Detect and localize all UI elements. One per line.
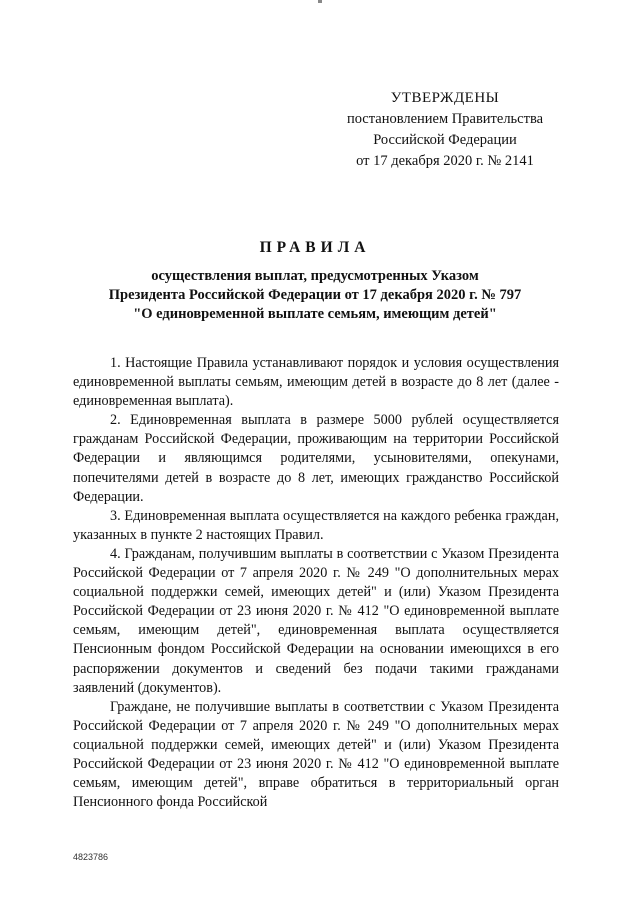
paragraph: 4. Гражданам, получившим выплаты в соответствии с Указом Президента Российской Федерации от 7 апреля 2020 г. № 249 "О дополнительных мерах социальной поддержки семей, имеющих детей" и (или) Указом Президента Российской Федерации от 23 июня 2020 г. № 412 "О единовременной выплате семьям, имеющим детей", единовременная выплата осуществляется Пенсионным фондом Российской Федерации на основании имеющихся в его распоряжении документов и сведений без подачи такими гражданами заявлений (документов). — [73, 545, 559, 696]
paragraph: 1. Настоящие Правила устанавливают порядок и условия осуществления единовременной выплаты семьям, имеющим детей в возрасте до 8 лет (далее - единовременная выплата). — [73, 355, 559, 410]
approval-line: Российской Федерации — [373, 132, 517, 148]
heading-line: "О единовременной выплате семьям, имеющим детей" — [133, 306, 497, 322]
scan-mark — [318, 0, 322, 3]
heading-line: осуществления выплат, предусмотренных Указом — [151, 268, 479, 284]
paragraph: Граждане, не получившие выплаты в соответствии с Указом Президента Российской Федерации от 7 апреля 2020 г. № 249 "О дополнительных мерах социальной поддержки семей, имеющих детей" и (или) Указом Президента Российской Федерации от 23 июня 2020 г. № 412 "О единовременной выплате семьям, имеющим детей", вправе обратиться в территориальный орган Пенсионного фонда Российской — [73, 698, 559, 811]
approval-line: постановлением Правительства — [346, 111, 544, 127]
approval-block — [330, 88, 560, 172]
document-body — [73, 354, 559, 812]
approval-date-line: от 17 декабря 2020 г. № 2141 — [356, 153, 534, 169]
document-heading — [70, 237, 560, 324]
approval-title: УТВЕРЖДЕНЫ — [390, 90, 500, 106]
document-title: ПРАВИЛА — [259, 239, 371, 256]
paragraph: 2. Единовременная выплата в размере 5000 рублей осуществляется гражданам Российской Федерации, проживающим на территории Российской Федерации и являющимся родителями, усыновителями, опекунами, попечителями детей в возрасте до 8 лет, имеющих гражданство Российской Федерации. — [73, 412, 559, 505]
heading-line: Президента Российской Федерации от 17 декабря 2020 г. № 797 — [108, 287, 522, 303]
paragraph: 3. Единовременная выплата осуществляется на каждого ребенка граждан, указанных в пункте 2 настоящих Правил. — [73, 507, 559, 543]
document-code: 4823786 — [73, 852, 109, 862]
